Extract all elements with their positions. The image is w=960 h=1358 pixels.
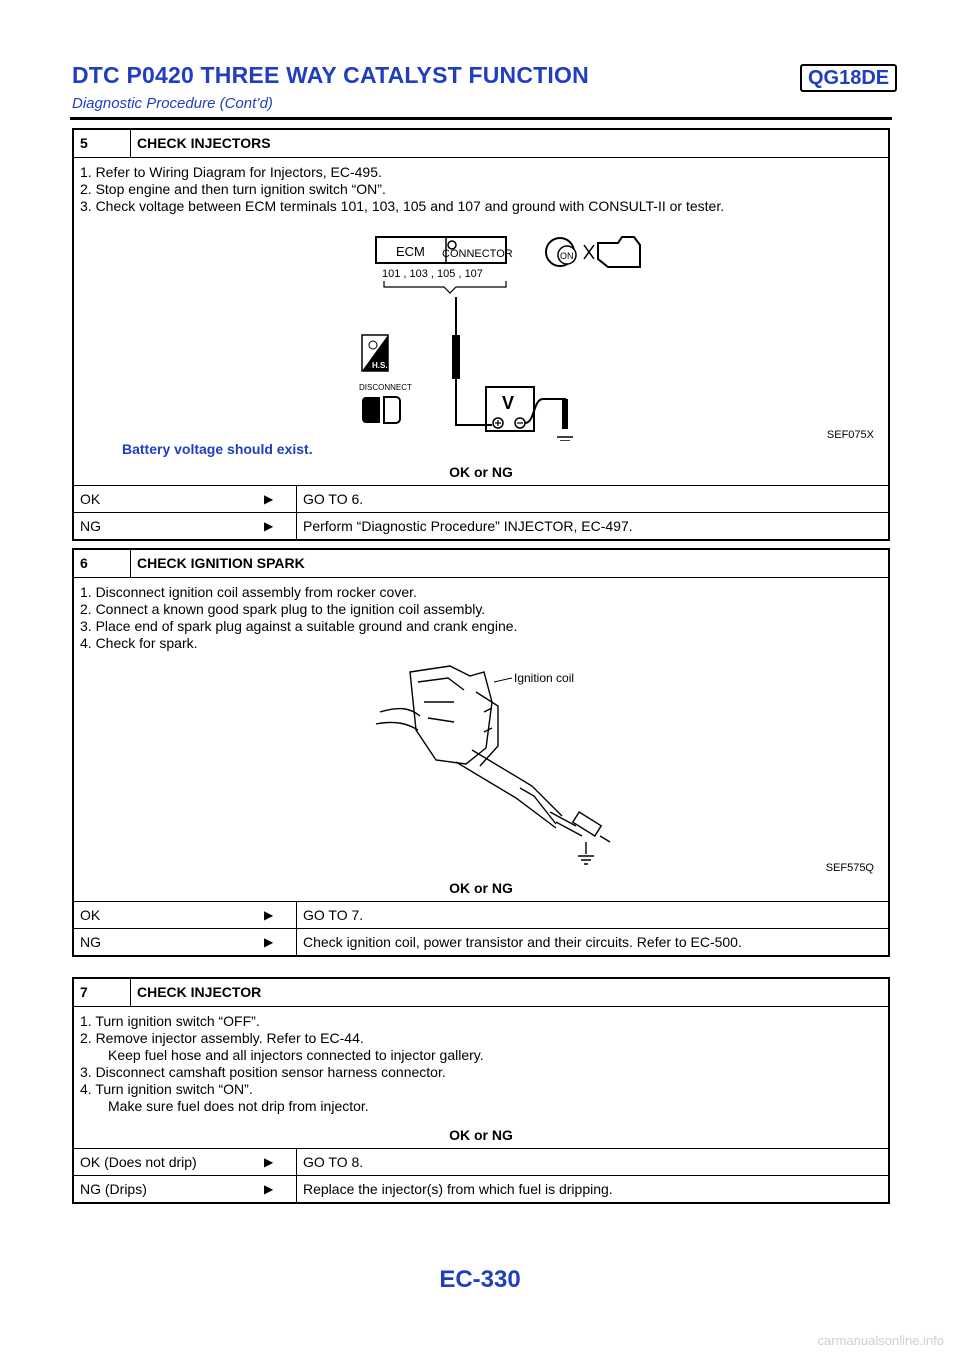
disconnect-label: DISCONNECT xyxy=(359,383,412,392)
voltmeter-icon xyxy=(486,387,573,441)
hs-label: H.S. xyxy=(372,361,388,370)
arrow-icon: ▶ xyxy=(264,935,274,949)
result-row-ng xyxy=(74,928,888,955)
figure-code: SEF575Q xyxy=(825,862,874,874)
step-body xyxy=(74,1007,888,1115)
voltage-check-diagram xyxy=(80,215,886,441)
figure-code: SEF075X xyxy=(826,429,874,441)
result-action: GO TO 7. xyxy=(296,902,888,928)
result-condition: OK (Does not drip) xyxy=(80,1154,197,1170)
ok-or-ng-label: OK or NG xyxy=(449,464,513,480)
step-header xyxy=(74,130,888,158)
instruction-line: 2. Stop engine and then turn ignition switch “ON”. xyxy=(80,181,386,197)
result-condition: OK xyxy=(80,491,101,507)
disconnect-icon xyxy=(359,383,412,423)
arrow-icon: ▶ xyxy=(264,1155,274,1169)
result-row-ng xyxy=(74,1175,888,1202)
instruction-line: 1. Refer to Wiring Diagram for Injectors, EC-495. xyxy=(80,164,382,180)
step-7-box xyxy=(72,977,890,1204)
instruction-line: 4. Check for spark. xyxy=(80,635,198,651)
engine-badge: QG18DE xyxy=(800,64,897,92)
result-condition: NG (Drips) xyxy=(80,1181,147,1197)
ignition-coil-callout: Ignition coil xyxy=(514,671,575,685)
instruction-subline: Keep fuel hose and all injectors connected to injector gallery. xyxy=(108,1047,484,1063)
step-body xyxy=(74,578,888,874)
step-6-box xyxy=(72,548,890,957)
step-title: CHECK IGNITION SPARK xyxy=(137,555,305,571)
instruction-line: 2. Remove injector assembly. Refer to EC-44. xyxy=(80,1030,364,1046)
instruction-line: 3. Disconnect camshaft position sensor harness connector. xyxy=(80,1064,446,1080)
watermark: carmanualsonline.info xyxy=(817,1333,944,1348)
result-condition: OK xyxy=(80,907,101,923)
step-number: 7 xyxy=(74,979,131,1006)
ecm-connector-icon xyxy=(376,237,513,293)
instruction-line: 4. Turn ignition switch “ON”. xyxy=(80,1081,253,1097)
result-row-ng xyxy=(74,512,888,539)
result-action: GO TO 8. xyxy=(296,1149,888,1175)
result-condition: NG xyxy=(80,934,101,950)
arrow-icon: ▶ xyxy=(264,1182,274,1196)
result-action: GO TO 6. xyxy=(296,486,888,512)
page-subtitle: Diagnostic Procedure (Cont’d) xyxy=(72,95,273,112)
on-label: ON xyxy=(560,251,574,261)
engine-icon xyxy=(584,237,640,267)
page-title: DTC P0420 THREE WAY CATALYST FUNCTION xyxy=(72,62,589,88)
ignition-key-icon xyxy=(546,238,576,266)
arrow-icon: ▶ xyxy=(264,492,274,506)
step-header xyxy=(74,550,888,578)
header-rule xyxy=(70,117,892,120)
connector-label: CONNECTOR xyxy=(442,248,513,260)
ignition-coil-icon xyxy=(376,666,610,864)
result-action: Replace the injector(s) from which fuel is dripping. xyxy=(296,1176,888,1202)
instruction-line: 2. Connect a known good spark plug to the ignition coil assembly. xyxy=(80,601,486,617)
instruction-line: 1. Disconnect ignition coil assembly from rocker cover. xyxy=(80,584,417,600)
arrow-icon: ▶ xyxy=(264,519,274,533)
ok-or-ng-label: OK or NG xyxy=(449,1127,513,1143)
step-body xyxy=(74,158,888,458)
arrow-icon: ▶ xyxy=(264,908,274,922)
result-row-ok xyxy=(74,485,888,512)
ecm-label: ECM xyxy=(396,244,425,259)
result-action: Check ignition coil, power transistor and their circuits. Refer to EC-500. xyxy=(296,929,888,955)
step-number: 6 xyxy=(74,550,131,577)
spec-note: Battery voltage should exist. xyxy=(122,441,313,457)
voltage-check-figure xyxy=(80,215,882,441)
hs-tool-icon xyxy=(362,335,388,371)
result-row-ok xyxy=(74,901,888,928)
page-number: EC-330 xyxy=(439,1266,521,1293)
step-title: CHECK INJECTORS xyxy=(137,135,271,151)
terminal-numbers: 101 , 103 , 105 , 107 xyxy=(382,268,483,280)
result-condition: NG xyxy=(80,518,101,534)
result-action: Perform “Diagnostic Procedure” INJECTOR, EC-497. xyxy=(296,513,888,539)
ok-or-ng-label: OK or NG xyxy=(449,880,513,896)
step-title: CHECK INJECTOR xyxy=(137,984,262,1000)
ignition-coil-figure xyxy=(80,652,882,874)
instruction-line: 1. Turn ignition switch “OFF”. xyxy=(80,1013,260,1029)
result-row-ok xyxy=(74,1148,888,1175)
instruction-line: 3. Place end of spark plug against a suitable ground and crank engine. xyxy=(80,618,518,634)
ignition-coil-diagram xyxy=(80,652,886,874)
step-number: 5 xyxy=(74,130,131,157)
step-header xyxy=(74,979,888,1007)
meter-label: V xyxy=(502,393,515,413)
instruction-line: 3. Check voltage between ECM terminals 101, 103, 105 and 107 and ground with CONSULT-II or tester. xyxy=(80,198,725,214)
step-5-box xyxy=(72,128,890,541)
instruction-subline: Make sure fuel does not drip from injector. xyxy=(108,1098,369,1114)
